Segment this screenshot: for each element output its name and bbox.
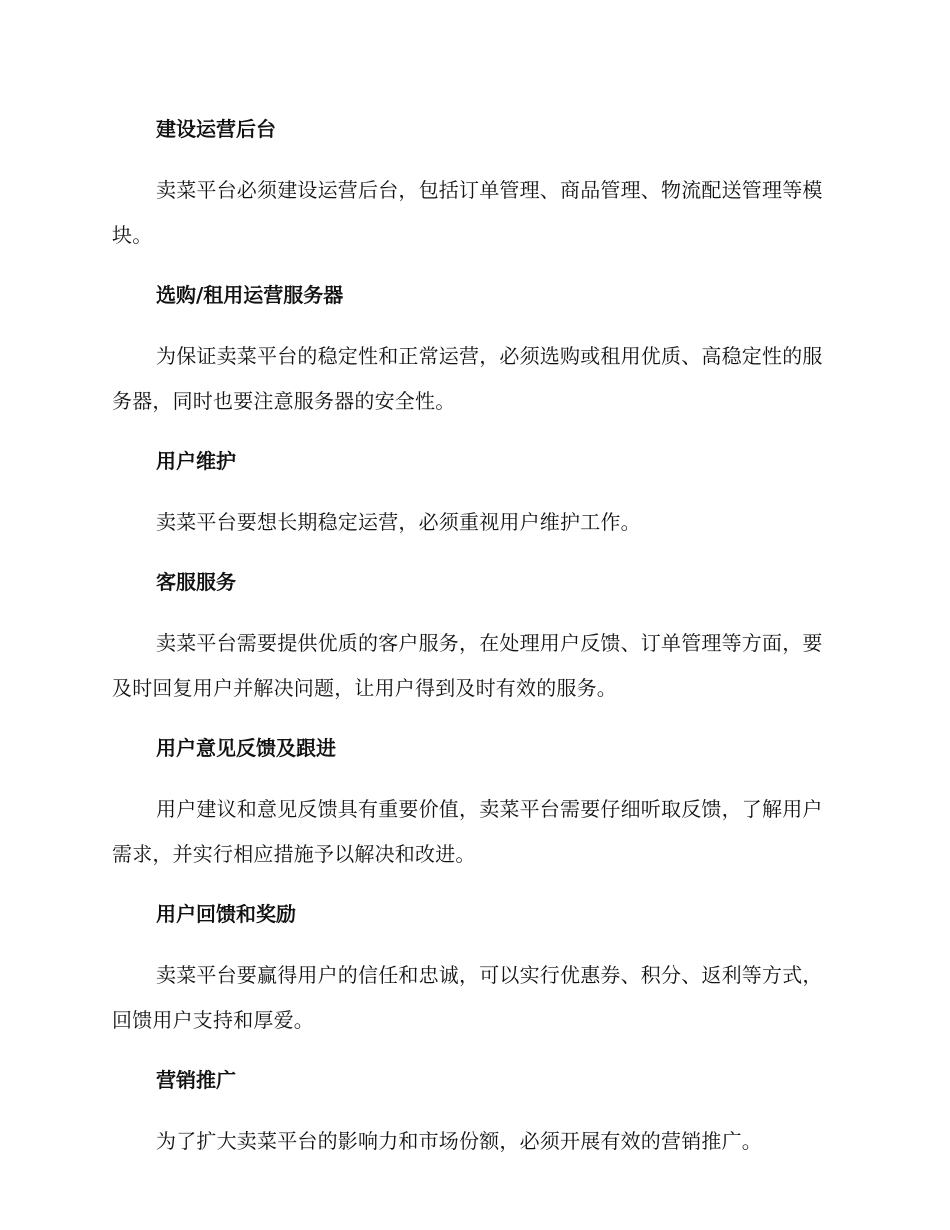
section-heading: 营销推广 [156,1068,236,1092]
section-marketing [112,1063,832,1164]
section-server-procurement [112,278,832,444]
section-heading: 选购/租用运营服务器 [156,283,344,307]
section-heading: 客服服务 [156,570,236,594]
section-heading: 用户回馈和奖励 [156,902,296,926]
section-paragraph: 用户建议和意见反馈具有重要价值，卖菜平台需要仔细听取反馈，了解用户需求，并实行相应措施予以解决和改进。 [112,797,823,866]
section-paragraph: 卖菜平台要想长期稳定运营，必须重视用户维护工作。 [156,510,641,534]
section-operations-backend [112,112,832,278]
section-paragraph: 为保证卖菜平台的稳定性和正常运营，必须选购或租用优质、高稳定性的服务器，同时也要注意服务器的安全性。 [112,344,823,413]
section-user-feedback [112,731,832,897]
section-paragraph: 卖菜平台需要提供优质的客户服务，在处理用户反馈、订单管理等方面，要及时回复用户并解决问题，让用户得到及时有效的服务。 [112,631,823,700]
section-customer-service [112,565,832,731]
section-paragraph: 卖菜平台要赢得用户的信任和忠诚，可以实行优惠券、积分、返利等方式，回馈用户支持和厚爱。 [112,963,823,1032]
section-heading: 建设运营后台 [156,117,276,141]
section-paragraph: 卖菜平台必须建设运营后台，包括订单管理、商品管理、物流配送管理等模块。 [112,178,823,247]
document-page [112,112,832,1164]
section-heading: 用户意见反馈及跟进 [156,736,336,760]
section-user-rewards [112,897,832,1063]
section-user-maintenance [112,444,832,565]
section-heading: 用户维护 [156,449,236,473]
section-paragraph: 为了扩大卖菜平台的影响力和市场份额，必须开展有效的营销推广。 [156,1129,762,1153]
